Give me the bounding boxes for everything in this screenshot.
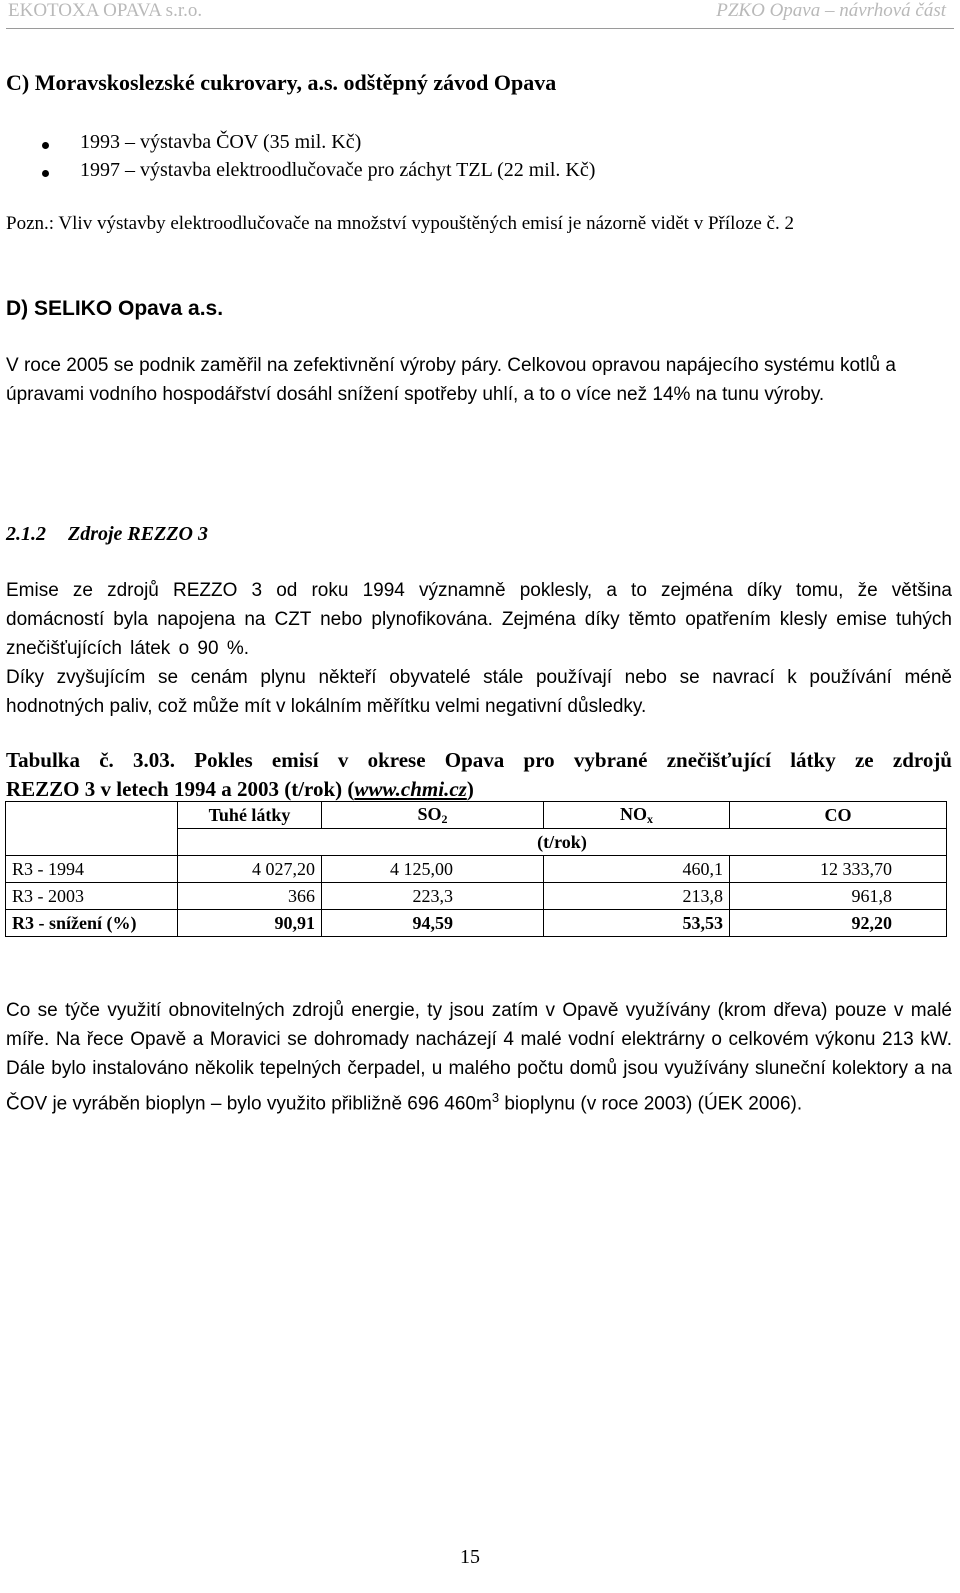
header-nox: $NO_x$ — [544, 802, 730, 829]
cell-nox: 460,1 — [544, 856, 730, 883]
bullet-dot — [42, 170, 49, 177]
page-number: 15 — [460, 1546, 480, 1568]
table-header-row — [6, 802, 947, 829]
table-caption — [6, 746, 952, 804]
row-label: R3 - 1994 — [6, 856, 178, 883]
row-label: R3 - snížení (%) — [6, 910, 178, 937]
rezzo3-paragraph-2: Díky zvyšujícím se cenám plynu někteří obyvatelé stále používají nebo se navrací k používání méně hodnotných paliv, což může mít v lokálním měřítku velmi negativní důsledky. — [6, 667, 952, 717]
section-d-heading: D) SELIKO Opava a.s. — [6, 297, 224, 320]
table-row — [6, 856, 947, 883]
header-so2: $SO_2$ — [322, 802, 544, 829]
header-document-title: PZKO Opava – návrhová část — [716, 0, 946, 21]
unit-cell: (t/rok) — [178, 829, 947, 856]
bullet-dot — [42, 142, 49, 149]
section-d-paragraph: V roce 2005 se podnik zaměřil na zefektivnění výroby páry. Celkovou opravou napájecího systému kotlů a úpravami vodního hospodářství dosáhl snížení spotřeby uhlí, a to o více než 14% na tunu výroby. — [6, 355, 896, 405]
cell-co: 961,8 — [730, 883, 947, 910]
section-212-heading — [6, 523, 208, 546]
table-caption-close: ) — [466, 777, 474, 801]
emissions-table — [5, 801, 947, 937]
table-row — [6, 883, 947, 910]
table-caption-label: Tabulka č. 3.03. — [6, 748, 176, 772]
cell-so2: 223,3 — [322, 883, 544, 910]
renewables-paragraph: Co se týče využití obnovitelných zdrojů energie, ty jsou zatím v Opavě využívány (krom dřeva) pouze v malé míře. Na řece Opavě a Moravici se dohromady nacházejí 4 malé vodní elektrárny o celkovém výkonu 213 kW. Dále bylo instalováno několik tepelných čerpadel, u malého počtu domů jsou využívány sluneční kolektory a na ČOV je vyráběn bioplyn – bylo využito přibližně 696 $460m^3$ bioplynu (v roce 2003) (ÚEK 2006). — [6, 1000, 952, 1115]
bullet-item-1993: 1993 – výstavba ČOV (35 mil. Kč) — [80, 131, 362, 153]
bullet-item-1997: 1997 – výstavba elektroodlučovače pro záchyt TZL (22 mil. Kč) — [80, 159, 596, 181]
table-corner-cell — [6, 802, 178, 856]
cell-co: 12 333,70 — [730, 856, 947, 883]
section-c-heading: C) Moravskoslezské cukrovary, a.s. odštěpný závod Opava — [6, 70, 557, 95]
cell-nox: 213,8 — [544, 883, 730, 910]
header-tzl: Tuhé látky — [178, 802, 322, 829]
table-caption-text: Pokles emisí v okrese Opava pro vybrané znečišťující látky ze zdrojů — [175, 748, 952, 772]
section-number: 2.1.2 — [6, 523, 46, 545]
header-co: CO — [730, 802, 947, 829]
cell-co: 92,20 — [730, 910, 947, 937]
cell-so2: 4 125,00 — [322, 856, 544, 883]
table-row — [6, 910, 947, 937]
section-c-note: Pozn.: Vliv výstavby elektroodlučovače na množství vypouštěných emisí je názorně vidět v Příloze č. 2 — [6, 213, 794, 234]
header-company: EKOTOXA OPAVA s.r.o. — [8, 0, 203, 21]
table-caption-text-2: REZZO 3 v letech 1994 a 2003 (t/rok) ( — [6, 777, 355, 801]
header-divider — [6, 28, 954, 29]
page-header — [0, 0, 960, 30]
rezzo3-paragraph-1: Emise ze zdrojů REZZO 3 od roku 1994 významně poklesly, a to zejména díky tomu, že většina domácností byla napojena na CZT nebo plynofikována. Zejména díky těmto opatřením klesly emise tuhých znečišťujících látek o 90 %. — [6, 580, 952, 659]
row-label: R3 - 2003 — [6, 883, 178, 910]
cell-tzl: 4 027,20 — [178, 856, 322, 883]
cell-nox: 53,53 — [544, 910, 730, 937]
cell-so2: 94,59 — [322, 910, 544, 937]
source-link[interactable]: www.chmi.cz — [354, 777, 467, 801]
section-title: Zdroje REZZO 3 — [68, 523, 208, 545]
cell-tzl: 366 — [178, 883, 322, 910]
cell-tzl: 90,91 — [178, 910, 322, 937]
